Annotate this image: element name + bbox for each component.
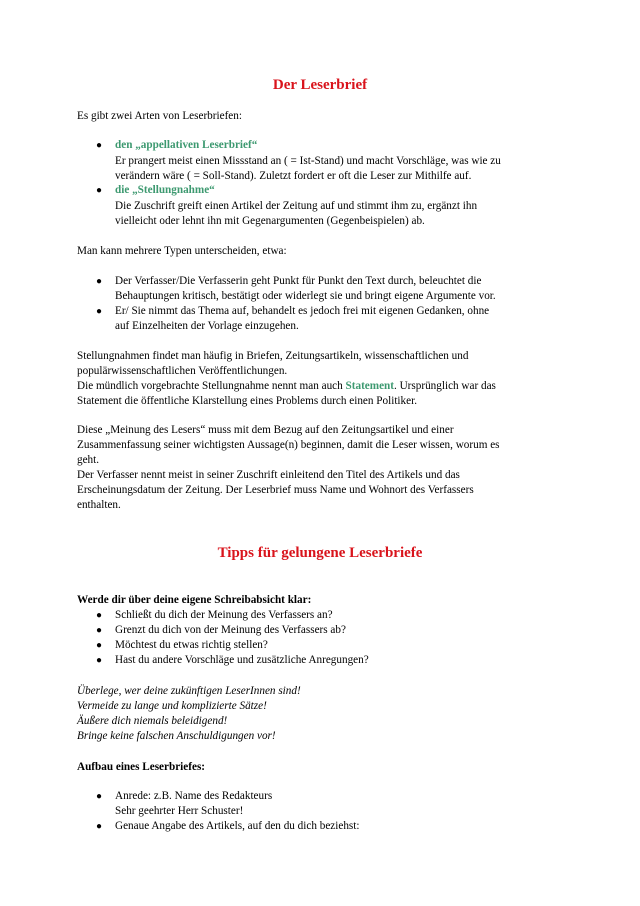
italic-tip: Äußere dich niemals beleidigend! xyxy=(77,715,228,727)
list-item: Genaue Angabe des Artikels, auf den du dich beziehst: xyxy=(115,820,360,832)
art-heading: die „Stellungnahme“ xyxy=(115,184,215,196)
paragraph-line: Erscheinungsdatum der Zeitung. Der Leserbrief muss Name und Wohnort des Verfassers xyxy=(77,484,474,496)
paragraph-text: Die mündlich vorgebrachte Stellungnahme nennt man auch xyxy=(77,380,346,392)
art-text-line: verändern wäre ( = Soll-Stand). Zuletzt fordert er oft die Leser zur Mithilfe auf. xyxy=(115,170,472,182)
bullet-icon: ● xyxy=(96,610,103,621)
typ-text-line: auf Einzelheiten der Vorlage einzugehen. xyxy=(115,320,299,332)
typ-text-line: Behauptungen kritisch, bestätigt oder widerlegt sie und bringt eigene Argumente vor. xyxy=(115,290,496,302)
bullet-icon: ● xyxy=(96,306,103,317)
list-item: Grenzt du dich von der Meinung des Verfassers ab? xyxy=(115,624,346,636)
paragraph-text: . Ursprünglich war das xyxy=(394,380,496,392)
art-heading: den „appellativen Leserbrief“ xyxy=(115,139,258,151)
paragraph-line: populärwissenschaftlichen Veröffentlichungen. xyxy=(77,365,288,377)
italic-tip: Vermeide zu lange und komplizierte Sätze! xyxy=(77,700,267,712)
section-heading: Werde dir über deine eigene Schreibabsicht klar: xyxy=(77,594,312,606)
paragraph-line: Stellungnahmen findet man häufig in Briefen, Zeitungsartikeln, wissenschaftlichen und xyxy=(77,350,469,362)
paragraph-line: Der Verfasser nennt meist in seiner Zuschrift einleitend den Titel des Artikels und das xyxy=(77,469,460,481)
statement-highlight: Statement xyxy=(345,380,394,392)
bullet-icon: ● xyxy=(96,140,103,151)
bullet-icon: ● xyxy=(96,655,103,666)
paragraph-line: geht. xyxy=(77,454,100,466)
page-title: Der Leserbrief xyxy=(272,77,368,93)
list-item: Möchtest du etwas richtig stellen? xyxy=(115,639,268,651)
paragraph-line: enthalten. xyxy=(77,499,121,511)
typ-text-line: Er/ Sie nimmt das Thema auf, behandelt es jedoch frei mit eigenen Gedanken, ohne xyxy=(115,305,490,317)
typ-text-line: Der Verfasser/Die Verfasserin geht Punkt für Punkt den Text durch, beleuchtet die xyxy=(115,275,482,287)
paragraph-line: Statement die öffentliche Klarstellung eines Problems durch einen Politiker. xyxy=(77,395,417,407)
list-item: Anrede: z.B. Name des Redakteurs xyxy=(115,790,273,802)
art-text-line: Die Zuschrift greift einen Artikel der Zeitung auf und stimmt ihm zu, ergänzt ihn xyxy=(115,200,478,212)
italic-tip: Bringe keine falschen Anschuldigungen vor! xyxy=(77,730,276,742)
paragraph-line xyxy=(77,380,496,394)
italic-tip: Überlege, wer deine zukünftigen LeserInnen sind! xyxy=(77,685,301,697)
bullet-icon: ● xyxy=(96,276,103,287)
paragraph-line: Zusammenfassung seiner wichtigsten Aussage(n) beginnen, damit die Leser wissen, worum es xyxy=(77,439,500,451)
section-title: Tipps für gelungene Leserbriefe xyxy=(217,545,423,561)
list-item-continuation: Sehr geehrter Herr Schuster! xyxy=(115,805,244,817)
bullet-icon: ● xyxy=(96,791,103,802)
list-item: Hast du andere Vorschläge und zusätzliche Anregungen? xyxy=(115,654,369,666)
bullet-icon: ● xyxy=(96,640,103,651)
art-text-line: Er prangert meist einen Missstand an ( = Ist-Stand) und macht Vorschläge, was wie zu xyxy=(115,155,501,167)
list-item: Schließt du dich der Meinung des Verfassers an? xyxy=(115,609,333,621)
section-heading: Aufbau eines Leserbriefes: xyxy=(77,761,206,773)
bullet-icon: ● xyxy=(96,185,103,196)
paragraph-line: Diese „Meinung des Lesers“ muss mit dem Bezug auf den Zeitungsartikel und einer xyxy=(77,424,454,436)
typen-intro: Man kann mehrere Typen unterscheiden, etwa: xyxy=(77,245,287,257)
bullet-icon: ● xyxy=(96,821,103,832)
bullet-icon: ● xyxy=(96,625,103,636)
intro-text: Es gibt zwei Arten von Leserbriefen: xyxy=(77,110,242,122)
art-text-line: vielleicht oder lehnt ihn mit Gegenargumenten (Gegenbeispielen) ab. xyxy=(115,215,425,227)
